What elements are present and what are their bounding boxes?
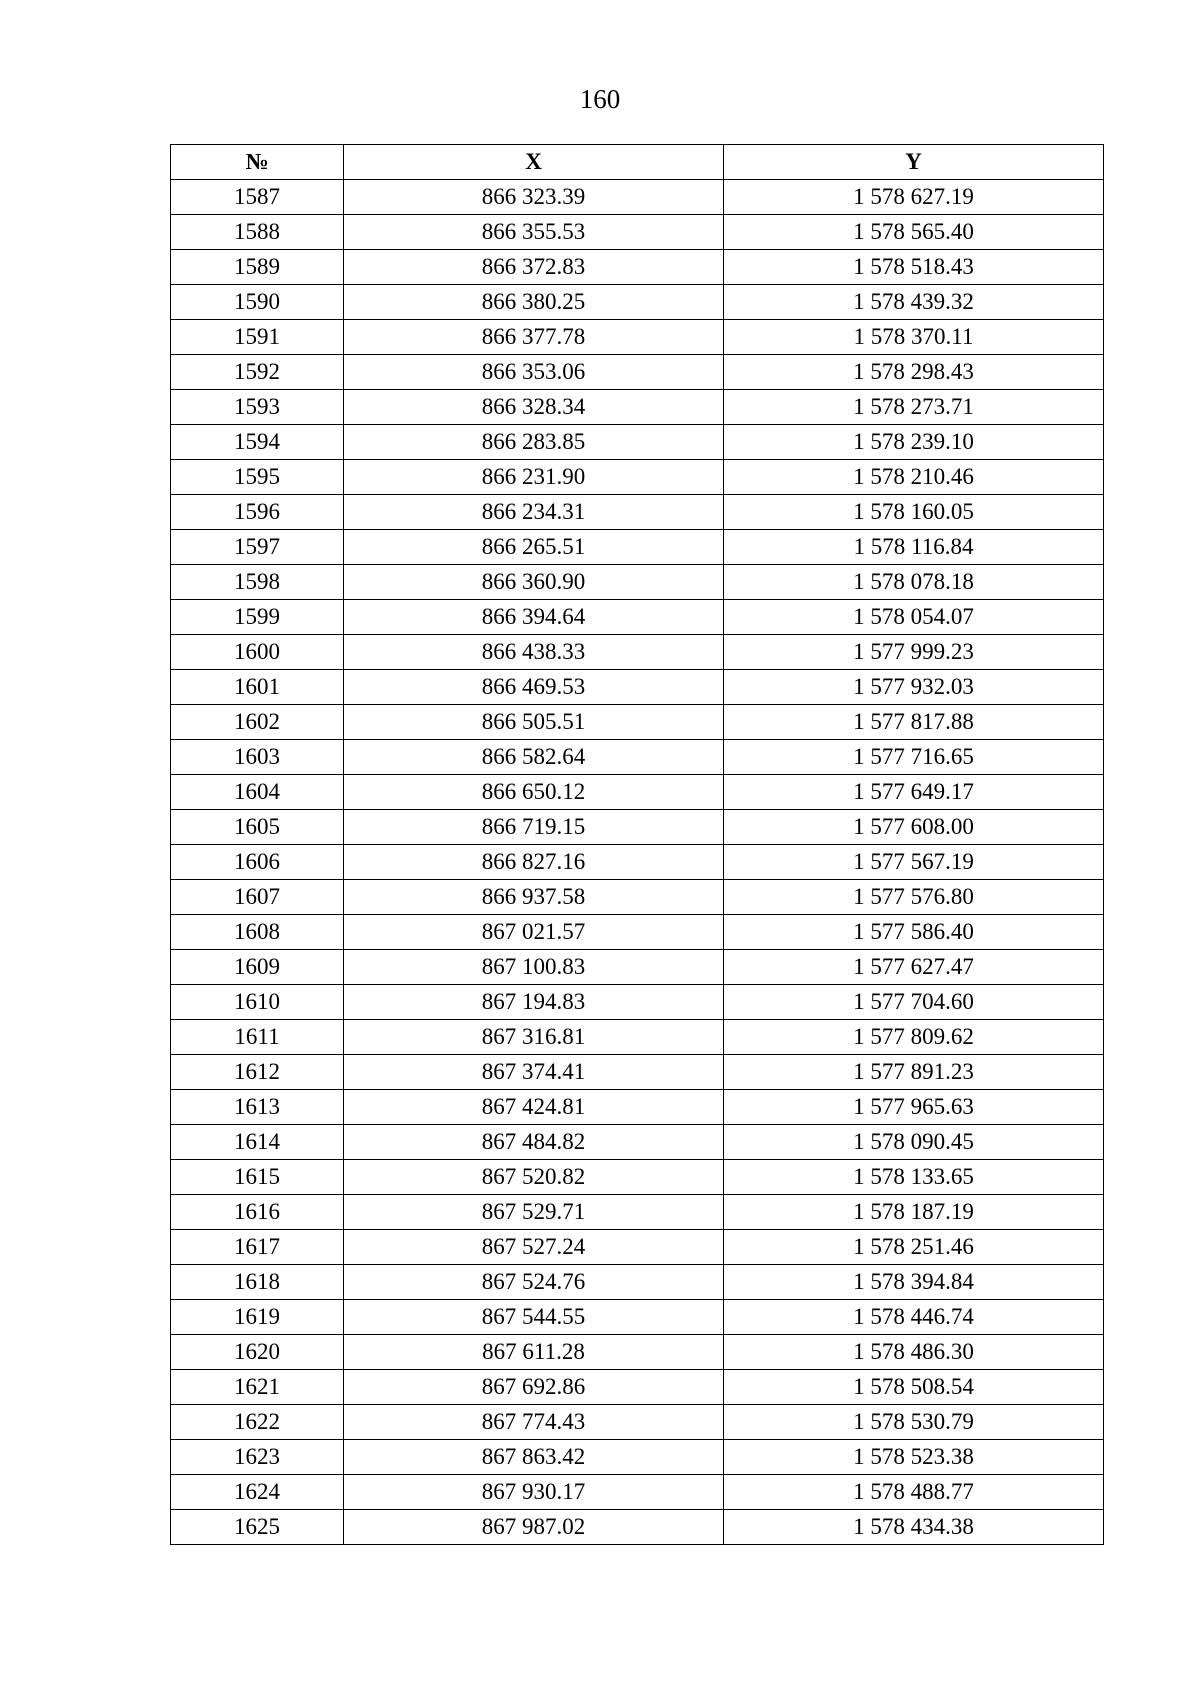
table-row	[171, 1265, 1104, 1300]
y-coordinate-cell: 1 577 704.60	[724, 985, 1104, 1020]
table-row	[171, 355, 1104, 390]
y-coordinate-cell: 1 578 627.19	[724, 180, 1104, 215]
y-coordinate-cell: 1 577 891.23	[724, 1055, 1104, 1090]
table-row	[171, 635, 1104, 670]
y-coordinate-cell: 1 578 078.18	[724, 565, 1104, 600]
x-coordinate-cell: 867 194.83	[344, 985, 724, 1020]
y-coordinate-cell: 1 578 370.11	[724, 320, 1104, 355]
coordinates-table	[170, 144, 1104, 1545]
table-row	[171, 320, 1104, 355]
x-coordinate-cell: 867 692.86	[344, 1370, 724, 1405]
table-row	[171, 215, 1104, 250]
table-row	[171, 1090, 1104, 1125]
y-coordinate-cell: 1 577 817.88	[724, 705, 1104, 740]
point-number-cell: 1616	[171, 1195, 344, 1230]
table-row	[171, 565, 1104, 600]
y-coordinate-cell: 1 578 394.84	[724, 1265, 1104, 1300]
y-coordinate-cell: 1 578 523.38	[724, 1440, 1104, 1475]
table-row	[171, 1020, 1104, 1055]
point-number-cell: 1588	[171, 215, 344, 250]
x-coordinate-cell: 866 719.15	[344, 810, 724, 845]
table-row	[171, 1055, 1104, 1090]
table-row	[171, 670, 1104, 705]
y-coordinate-cell: 1 577 576.80	[724, 880, 1104, 915]
x-coordinate-cell: 866 231.90	[344, 460, 724, 495]
table-row	[171, 880, 1104, 915]
x-coordinate-cell: 866 234.31	[344, 495, 724, 530]
point-number-cell: 1605	[171, 810, 344, 845]
x-coordinate-cell: 866 323.39	[344, 180, 724, 215]
table-row	[171, 460, 1104, 495]
x-coordinate-cell: 866 582.64	[344, 740, 724, 775]
y-coordinate-cell: 1 577 965.63	[724, 1090, 1104, 1125]
table-row	[171, 915, 1104, 950]
point-number-cell: 1623	[171, 1440, 344, 1475]
point-number-cell: 1590	[171, 285, 344, 320]
y-coordinate-cell: 1 578 116.84	[724, 530, 1104, 565]
point-number-cell: 1625	[171, 1510, 344, 1545]
y-coordinate-cell: 1 578 518.43	[724, 250, 1104, 285]
x-coordinate-cell: 866 650.12	[344, 775, 724, 810]
point-number-cell: 1593	[171, 390, 344, 425]
x-coordinate-cell: 866 377.78	[344, 320, 724, 355]
point-number-cell: 1617	[171, 1230, 344, 1265]
point-number-cell: 1611	[171, 1020, 344, 1055]
point-number-cell: 1614	[171, 1125, 344, 1160]
y-coordinate-cell: 1 578 160.05	[724, 495, 1104, 530]
point-number-cell: 1595	[171, 460, 344, 495]
y-coordinate-cell: 1 578 434.38	[724, 1510, 1104, 1545]
point-number-cell: 1608	[171, 915, 344, 950]
y-coordinate-cell: 1 578 488.77	[724, 1475, 1104, 1510]
table-row	[171, 985, 1104, 1020]
header-row	[171, 145, 1104, 180]
x-coordinate-cell: 867 021.57	[344, 915, 724, 950]
point-number-cell: 1622	[171, 1405, 344, 1440]
table-row	[171, 1160, 1104, 1195]
x-coordinate-cell: 867 863.42	[344, 1440, 724, 1475]
x-coordinate-cell: 866 372.83	[344, 250, 724, 285]
table-row	[171, 390, 1104, 425]
y-coordinate-cell: 1 578 439.32	[724, 285, 1104, 320]
x-coordinate-cell: 867 529.71	[344, 1195, 724, 1230]
y-coordinate-cell: 1 578 298.43	[724, 355, 1104, 390]
table-row	[171, 1335, 1104, 1370]
point-number-cell: 1610	[171, 985, 344, 1020]
table-row	[171, 285, 1104, 320]
x-coordinate-cell: 867 987.02	[344, 1510, 724, 1545]
x-coordinate-cell: 867 611.28	[344, 1335, 724, 1370]
y-coordinate-cell: 1 578 508.54	[724, 1370, 1104, 1405]
x-coordinate-cell: 867 544.55	[344, 1300, 724, 1335]
header-x: X	[344, 145, 724, 180]
x-coordinate-cell: 867 930.17	[344, 1475, 724, 1510]
y-coordinate-cell: 1 578 210.46	[724, 460, 1104, 495]
x-coordinate-cell: 866 265.51	[344, 530, 724, 565]
x-coordinate-cell: 867 316.81	[344, 1020, 724, 1055]
x-coordinate-cell: 866 283.85	[344, 425, 724, 460]
point-number-cell: 1615	[171, 1160, 344, 1195]
table-row	[171, 950, 1104, 985]
point-number-cell: 1599	[171, 600, 344, 635]
x-coordinate-cell: 866 353.06	[344, 355, 724, 390]
point-number-cell: 1612	[171, 1055, 344, 1090]
y-coordinate-cell: 1 577 932.03	[724, 670, 1104, 705]
table-row	[171, 1405, 1104, 1440]
table-row	[171, 180, 1104, 215]
table-row	[171, 1475, 1104, 1510]
point-number-cell: 1607	[171, 880, 344, 915]
x-coordinate-cell: 866 438.33	[344, 635, 724, 670]
table-row	[171, 705, 1104, 740]
point-number-cell: 1613	[171, 1090, 344, 1125]
x-coordinate-cell: 867 774.43	[344, 1405, 724, 1440]
x-coordinate-cell: 867 374.41	[344, 1055, 724, 1090]
y-coordinate-cell: 1 577 567.19	[724, 845, 1104, 880]
y-coordinate-cell: 1 578 133.65	[724, 1160, 1104, 1195]
y-coordinate-cell: 1 578 251.46	[724, 1230, 1104, 1265]
point-number-cell: 1609	[171, 950, 344, 985]
table-row	[171, 1440, 1104, 1475]
table-row	[171, 810, 1104, 845]
y-coordinate-cell: 1 578 486.30	[724, 1335, 1104, 1370]
point-number-cell: 1591	[171, 320, 344, 355]
table-row	[171, 1370, 1104, 1405]
table-row	[171, 1125, 1104, 1160]
point-number-cell: 1594	[171, 425, 344, 460]
point-number-cell: 1600	[171, 635, 344, 670]
table-row	[171, 530, 1104, 565]
point-number-cell: 1618	[171, 1265, 344, 1300]
x-coordinate-cell: 866 937.58	[344, 880, 724, 915]
y-coordinate-cell: 1 578 239.10	[724, 425, 1104, 460]
table-header	[171, 145, 1104, 180]
y-coordinate-cell: 1 577 608.00	[724, 810, 1104, 845]
y-coordinate-cell: 1 577 627.47	[724, 950, 1104, 985]
x-coordinate-cell: 867 100.83	[344, 950, 724, 985]
y-coordinate-cell: 1 578 530.79	[724, 1405, 1104, 1440]
point-number-cell: 1619	[171, 1300, 344, 1335]
point-number-cell: 1596	[171, 495, 344, 530]
point-number-cell: 1587	[171, 180, 344, 215]
point-number-cell: 1597	[171, 530, 344, 565]
x-coordinate-cell: 866 827.16	[344, 845, 724, 880]
y-coordinate-cell: 1 577 716.65	[724, 740, 1104, 775]
x-coordinate-cell: 867 484.82	[344, 1125, 724, 1160]
y-coordinate-cell: 1 578 054.07	[724, 600, 1104, 635]
table-row	[171, 1230, 1104, 1265]
y-coordinate-cell: 1 578 273.71	[724, 390, 1104, 425]
table-row	[171, 495, 1104, 530]
y-coordinate-cell: 1 577 586.40	[724, 915, 1104, 950]
table-body	[171, 180, 1104, 1545]
point-number-cell: 1603	[171, 740, 344, 775]
table-row	[171, 740, 1104, 775]
x-coordinate-cell: 867 527.24	[344, 1230, 724, 1265]
x-coordinate-cell: 866 360.90	[344, 565, 724, 600]
y-coordinate-cell: 1 577 809.62	[724, 1020, 1104, 1055]
y-coordinate-cell: 1 578 187.19	[724, 1195, 1104, 1230]
table-row	[171, 600, 1104, 635]
y-coordinate-cell: 1 578 446.74	[724, 1300, 1104, 1335]
point-number-cell: 1601	[171, 670, 344, 705]
point-number-cell: 1604	[171, 775, 344, 810]
y-coordinate-cell: 1 577 999.23	[724, 635, 1104, 670]
x-coordinate-cell: 866 505.51	[344, 705, 724, 740]
x-coordinate-cell: 867 424.81	[344, 1090, 724, 1125]
header-y: Y	[724, 145, 1104, 180]
point-number-cell: 1598	[171, 565, 344, 600]
table-row	[171, 775, 1104, 810]
table-row	[171, 1300, 1104, 1335]
point-number-cell: 1624	[171, 1475, 344, 1510]
header-number: №	[171, 145, 344, 180]
table-row	[171, 1510, 1104, 1545]
x-coordinate-cell: 867 520.82	[344, 1160, 724, 1195]
y-coordinate-cell: 1 578 090.45	[724, 1125, 1104, 1160]
x-coordinate-cell: 866 355.53	[344, 215, 724, 250]
page-number: 160	[579, 84, 621, 114]
table-row	[171, 425, 1104, 460]
x-coordinate-cell: 866 469.53	[344, 670, 724, 705]
point-number-cell: 1606	[171, 845, 344, 880]
point-number-cell: 1602	[171, 705, 344, 740]
table-row	[171, 845, 1104, 880]
point-number-cell: 1592	[171, 355, 344, 390]
table-row	[171, 1195, 1104, 1230]
point-number-cell: 1620	[171, 1335, 344, 1370]
x-coordinate-cell: 866 380.25	[344, 285, 724, 320]
x-coordinate-cell: 867 524.76	[344, 1265, 724, 1300]
point-number-cell: 1621	[171, 1370, 344, 1405]
table-row	[171, 250, 1104, 285]
y-coordinate-cell: 1 577 649.17	[724, 775, 1104, 810]
point-number-cell: 1589	[171, 250, 344, 285]
x-coordinate-cell: 866 394.64	[344, 600, 724, 635]
y-coordinate-cell: 1 578 565.40	[724, 215, 1104, 250]
x-coordinate-cell: 866 328.34	[344, 390, 724, 425]
